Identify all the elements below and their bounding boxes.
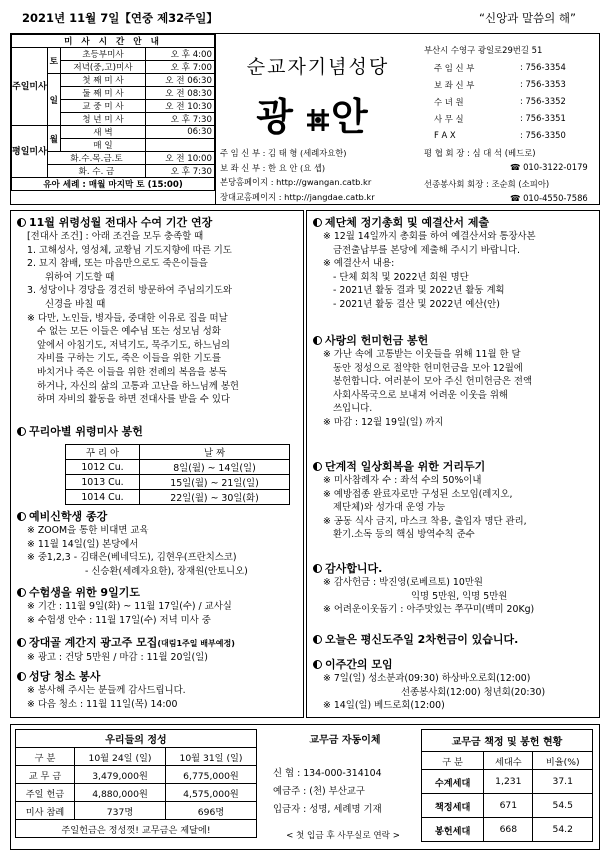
section-title: 감사합니다. bbox=[325, 562, 383, 575]
cross-emblem-icon bbox=[305, 107, 331, 133]
table-row: 1014 Cu. 22일(월) ~ 30일(화) bbox=[66, 490, 290, 505]
notice-advertiser bbox=[17, 635, 235, 665]
mass-name: 둘 째 미 사 bbox=[60, 87, 145, 100]
section-title: 예비신학생 종강 bbox=[29, 510, 108, 523]
notice-line: - 2021년 활동 결과 및 2022년 활동 계획 bbox=[333, 285, 505, 297]
weekday-mass-label: 평일미사 bbox=[12, 126, 48, 178]
notice-line: 하며 자비의 활동을 하면 전대사를 받을 수 있다 bbox=[37, 394, 230, 406]
table-row: 주일 헌금 4,880,000원 4,575,000원 bbox=[16, 784, 257, 802]
notice-line: ※ 7일(일) 성소분과(09:30) 하상바오로회(12:00) bbox=[323, 673, 531, 684]
notice-line: ※ 다음 청소 : 11월 11일(목) 14:00 bbox=[27, 698, 178, 710]
notice-general-assembly bbox=[313, 215, 536, 312]
notice-laity-sunday bbox=[313, 632, 518, 647]
notice-line: - 신승환(세례자요한), 장재원(안토니오) bbox=[85, 565, 248, 577]
section-title: 장대골 계간지 광고주 모집 bbox=[29, 636, 158, 649]
notice-curia-mass bbox=[17, 424, 143, 439]
sunday-label: 일 bbox=[47, 74, 60, 126]
notice-line: ※ 중1,2,3 - 김태은(베네딕도), 김현우(프란치스코) bbox=[27, 552, 237, 564]
mass-name: 저녁(중,고)미사 bbox=[60, 61, 145, 74]
mass-time: 오 후 7:30 bbox=[146, 165, 215, 178]
notice-line: 환기.소독 등의 핵심 방역수칙 준수 bbox=[333, 529, 475, 541]
mass-time: 오 후 7:30 bbox=[146, 113, 215, 126]
contact-label: 보 좌 신 부 bbox=[434, 80, 475, 90]
table-header: 구 분 bbox=[422, 752, 484, 770]
contact-phone: : 756-3352 bbox=[520, 96, 566, 106]
table-header: 10월 24일 (일) bbox=[75, 748, 166, 766]
half-circle-icon bbox=[313, 635, 322, 644]
notice-line: 2. 묘지 참배, 또는 마음만으로도 죽은이들을 bbox=[27, 258, 208, 270]
table-header: 10월 31일 (일) bbox=[166, 748, 257, 766]
contact-label: F A X bbox=[434, 130, 456, 140]
half-circle-icon bbox=[313, 218, 322, 227]
section-note: (대림1주일 배부예정) bbox=[157, 639, 235, 648]
notice-thanks bbox=[313, 561, 534, 617]
council-president: 평 협 회 장 : 심 대 석 (베드로) bbox=[424, 148, 536, 158]
offering-title: 우리들의 정성 bbox=[16, 730, 257, 748]
notice-line: ※ ZOOM을 통한 비대면 교육 bbox=[27, 525, 149, 536]
contact-phone: : 756-3350 bbox=[520, 130, 566, 140]
half-circle-icon bbox=[313, 660, 322, 669]
mass-schedule-title: 미 사 시 간 안 내 bbox=[12, 35, 215, 48]
half-circle-icon bbox=[17, 427, 26, 436]
funeral-president: 선종봉사회 회장 : 조순희 (소피아) bbox=[424, 179, 550, 189]
contact-block bbox=[420, 33, 600, 205]
table-header: 날 짜 bbox=[140, 445, 290, 460]
pastor-line: 주 임 신 부 : 김 태 형 (세례자요한) bbox=[220, 148, 347, 158]
notice-line: - 2021년 활동 결산 및 2022년 예산(안) bbox=[333, 298, 500, 310]
infant-baptism-note: 유아 세례 : 매월 마지막 토 (15:00) bbox=[12, 178, 215, 191]
notice-line: ※ 예방접종 완료자로만 구성된 소모임(레지오, bbox=[323, 488, 513, 500]
notice-line: 하거나, 자신의 삶의 고통과 고난을 하느님께 봉헌 bbox=[37, 380, 239, 392]
bulletin-motto: “신앙과 말씀의 해” bbox=[479, 11, 576, 25]
notice-line: ※ 11월 14일(일) 본당에서 bbox=[27, 538, 139, 550]
notice-meetings bbox=[313, 657, 545, 713]
church-name: 순교자기념성당 bbox=[246, 56, 390, 78]
section-title: 사랑의 헌미헌금 봉헌 bbox=[325, 334, 429, 347]
title-block bbox=[216, 33, 420, 205]
mass-name: 새 벽 bbox=[60, 126, 145, 139]
notice-line: 선종봉사회(12:00) 청년회(20:30) bbox=[401, 686, 546, 698]
notice-line: ※ 미사참례자 수 : 좌석 수의 50%이내 bbox=[323, 475, 482, 486]
notice-line: ※ 12월 14일까지 총회를 하여 예결산서와 통장사본 bbox=[323, 231, 536, 242]
table-header: 세대수 bbox=[484, 752, 533, 770]
half-circle-icon bbox=[17, 588, 26, 597]
mass-time: 오 전 06:30 bbox=[146, 74, 215, 87]
notice-exam-prayer bbox=[17, 585, 232, 627]
mass-name: 교 중 미 사 bbox=[60, 100, 145, 113]
offering-note: 주일헌금은 정성껏! 교무금은 제달에! bbox=[16, 820, 257, 838]
notice-distancing bbox=[313, 459, 527, 542]
notice-line: ※ 가난 속에 고통받는 이웃들을 위해 11월 한 달 bbox=[323, 349, 521, 360]
section-title: 단계적 일상회복을 위한 거리두기 bbox=[325, 460, 486, 473]
notice-line: 위하여 기도할 때 bbox=[45, 271, 115, 283]
bulletin-date: 2021년 11월 7일【연중 제32주일】 bbox=[22, 11, 218, 25]
notice-line: ※ 광고 : 건당 5만원 / 마감 : 11월 20일(일) bbox=[27, 652, 208, 663]
contact-label: 수 녀 원 bbox=[434, 97, 464, 107]
notice-seminary bbox=[17, 509, 248, 578]
table-header: 구 분 bbox=[16, 748, 75, 766]
mass-name: 첫 째 미 사 bbox=[60, 74, 145, 87]
notice-line: - 단체 회칙 및 2022년 회원 명단 bbox=[333, 271, 469, 283]
table-row: 미사 참례 737명 696명 bbox=[16, 802, 257, 820]
mass-time: 오 전 08:30 bbox=[146, 87, 215, 100]
mass-time: 오 후 4:00 bbox=[146, 48, 215, 61]
offering-table bbox=[15, 729, 257, 838]
status-title: 교무금 책정 및 봉헌 현황 bbox=[422, 730, 593, 752]
table-header: 비율(%) bbox=[533, 752, 593, 770]
notice-line: 자비를 구하는 기도, 죽은 이들을 위한 기도를 bbox=[37, 353, 221, 365]
mass-name: 청 년 미 사 bbox=[60, 113, 145, 126]
notice-line: 바치거나 죽은 이들을 위한 전례의 복음을 봉독 bbox=[37, 366, 227, 378]
notice-line: ※ 예결산서 내용: bbox=[323, 258, 395, 270]
section-title: 11월 위령성월 전대사 수여 기간 연장 bbox=[29, 216, 213, 229]
table-row: 수계세대 1,231 37.1 bbox=[422, 770, 593, 794]
mass-name: 매 일 bbox=[60, 139, 145, 152]
mass-name: 화.수.목.금.토 bbox=[47, 152, 145, 165]
notice-line: 금전출납부를 본당에 제출해 주시기 바랍니다. bbox=[333, 244, 520, 256]
left-column bbox=[10, 210, 304, 718]
transfer-line: 신 협 : 134-000-314104 bbox=[273, 768, 382, 779]
mass-name: 초등부미사 bbox=[60, 48, 145, 61]
half-circle-icon bbox=[17, 218, 26, 227]
table-row: 1012 Cu. 8일(월) ~ 14일(일) bbox=[66, 460, 290, 475]
homepage-link[interactable]: 본당홈페이지 : http://gwangan.catb.kr bbox=[220, 177, 372, 187]
homepage-link[interactable]: 장대교홈페이지 : http://jangdae.catb.kr bbox=[220, 191, 375, 202]
address: 부산시 수영구 광일로29번길 51 bbox=[424, 45, 543, 55]
table-row: 책정세대 671 54.5 bbox=[422, 794, 593, 818]
notice-line: 수 없는 모든 이들은 예수님 또는 성모님 성화 bbox=[37, 326, 221, 338]
notice-line: [전대사 조건] : 아래 조건을 모두 충족할 때 bbox=[27, 231, 204, 242]
transfer-note: < 첫 입금 후 사무실로 연락 > bbox=[286, 831, 400, 841]
contact-phone: : 756-3351 bbox=[520, 113, 566, 123]
half-circle-icon bbox=[17, 512, 26, 521]
right-column bbox=[306, 210, 600, 718]
table-row: 봉헌세대 668 54.2 bbox=[422, 818, 593, 842]
contact-label: 사 무 실 bbox=[434, 114, 464, 124]
assistant-line: 보 좌 신 부 : 한 요 안 (요 셉) bbox=[220, 162, 326, 173]
table-row: 1013 Cu. 15일(월) ~ 21일(일) bbox=[66, 475, 290, 490]
half-circle-icon bbox=[17, 672, 26, 681]
notice-line: ※ 어려운이웃돕기 : 아주맛있는 쭈꾸미(백미 20Kg) bbox=[323, 604, 535, 616]
half-circle-icon bbox=[17, 638, 26, 647]
council-phone: ☎ 010-3122-0179 bbox=[510, 162, 588, 172]
notice-line: ※ 다만, 노인들, 병자들, 중대한 이유로 집을 떠날 bbox=[27, 312, 228, 324]
transfer-title: 교무금 자동이체 bbox=[309, 735, 381, 746]
contact-phone: : 756-3353 bbox=[520, 79, 566, 89]
mass-time: 오 전 10:30 bbox=[146, 100, 215, 113]
funeral-phone: ☎ 010-4550-7586 bbox=[510, 193, 588, 203]
contact-phone: : 756-3354 bbox=[520, 62, 566, 72]
notice-line: 3. 성당이나 경당을 경건히 방문하여 주님의기도와 bbox=[27, 285, 232, 297]
notice-line: ※ 기간 : 11월 9일(화) ~ 11월 17일(수) / 교사실 bbox=[27, 601, 232, 612]
mass-name: 화. 수. 금 bbox=[47, 165, 145, 178]
notice-cleaning bbox=[17, 669, 186, 711]
notice-line: 익명 5만원, 익명 5만원 bbox=[411, 590, 508, 602]
saturday-label: 토 bbox=[47, 48, 60, 74]
notice-line: 1. 고해성사, 영성체, 교황님 기도지향에 따른 기도 bbox=[27, 244, 232, 256]
mass-schedule bbox=[10, 33, 216, 205]
notice-line: 앞에서 아침기도, 저녁기도, 묵주기도, 하느님의 bbox=[37, 339, 230, 351]
notice-line: ※ 공동 식사 금지, 마스크 착용, 출입자 명단 관리, bbox=[323, 515, 527, 527]
section-title: 꾸리아별 위령미사 봉헌 bbox=[29, 425, 143, 438]
transfer-info bbox=[273, 765, 382, 819]
contact-label: 주 임 신 부 bbox=[434, 63, 475, 73]
notice-line: ※ 감사헌금 : 박진영(로베르토) 10만원 bbox=[323, 577, 483, 588]
paper-title: 광 안 bbox=[256, 95, 380, 139]
notice-line: ※ 봉사해 주시는 분들께 감사드립니다. bbox=[27, 685, 186, 696]
notice-rice-offering bbox=[313, 333, 532, 430]
half-circle-icon bbox=[313, 336, 322, 345]
notice-line: 동안 정성으로 절약한 헌미헌금을 모아 12월에 bbox=[333, 362, 523, 374]
notice-line: ※ 14일(일) 베드로회(12:00) bbox=[323, 700, 445, 712]
section-title: 오늘은 평신도주일 2차헌금이 있습니다. bbox=[325, 633, 519, 646]
table-row: 교 무 금 3,479,000원 6,775,000원 bbox=[16, 766, 257, 784]
section-title: 이주간의 모임 bbox=[325, 658, 393, 671]
half-circle-icon bbox=[313, 462, 322, 471]
bottom-panel bbox=[10, 724, 600, 850]
table-header: 꾸 리 아 bbox=[66, 445, 140, 460]
transfer-line: 입금자 : 성명, 세례명 기재 bbox=[273, 804, 382, 815]
weekday-top-label: 월 bbox=[47, 126, 60, 152]
notice-line: 쓰입니다. bbox=[333, 403, 373, 415]
notice-line: 사회사목국으로 보내져 어려운 이웃을 위해 bbox=[333, 389, 508, 401]
notice-line: ※ 수험생 안수 : 11월 17일(수) 저녁 미사 중 bbox=[27, 614, 211, 626]
sunday-mass-label: 주일미사 bbox=[12, 48, 48, 126]
pastor-info bbox=[220, 146, 375, 204]
notice-line: 봉헌합니다. 여러분이 모아 주신 헌미헌금은 전액 bbox=[333, 376, 533, 388]
mass-time: 오 후 7:00 bbox=[146, 61, 215, 74]
mass-time: 06:30 bbox=[146, 126, 215, 139]
notice-line: 신경을 바칠 때 bbox=[45, 298, 106, 310]
notice-indulgence bbox=[17, 215, 239, 407]
section-title: 수험생을 위한 9일기도 bbox=[29, 586, 140, 599]
transfer-line: 예금주 : (천) 부산교구 bbox=[273, 786, 365, 797]
mass-time: 오 전 10:00 bbox=[146, 152, 215, 165]
half-circle-icon bbox=[313, 564, 322, 573]
curia-table bbox=[65, 444, 290, 505]
pledge-status-table bbox=[421, 729, 593, 842]
notice-line: ※ 마감 : 12월 19일(일) 까지 bbox=[323, 416, 444, 428]
section-title: 제단체 정기총회 및 예결산서 제출 bbox=[325, 216, 490, 229]
section-title: 성당 청소 봉사 bbox=[29, 670, 101, 683]
notice-line: 제단체)와 성가대 운영 가능 bbox=[333, 502, 446, 514]
